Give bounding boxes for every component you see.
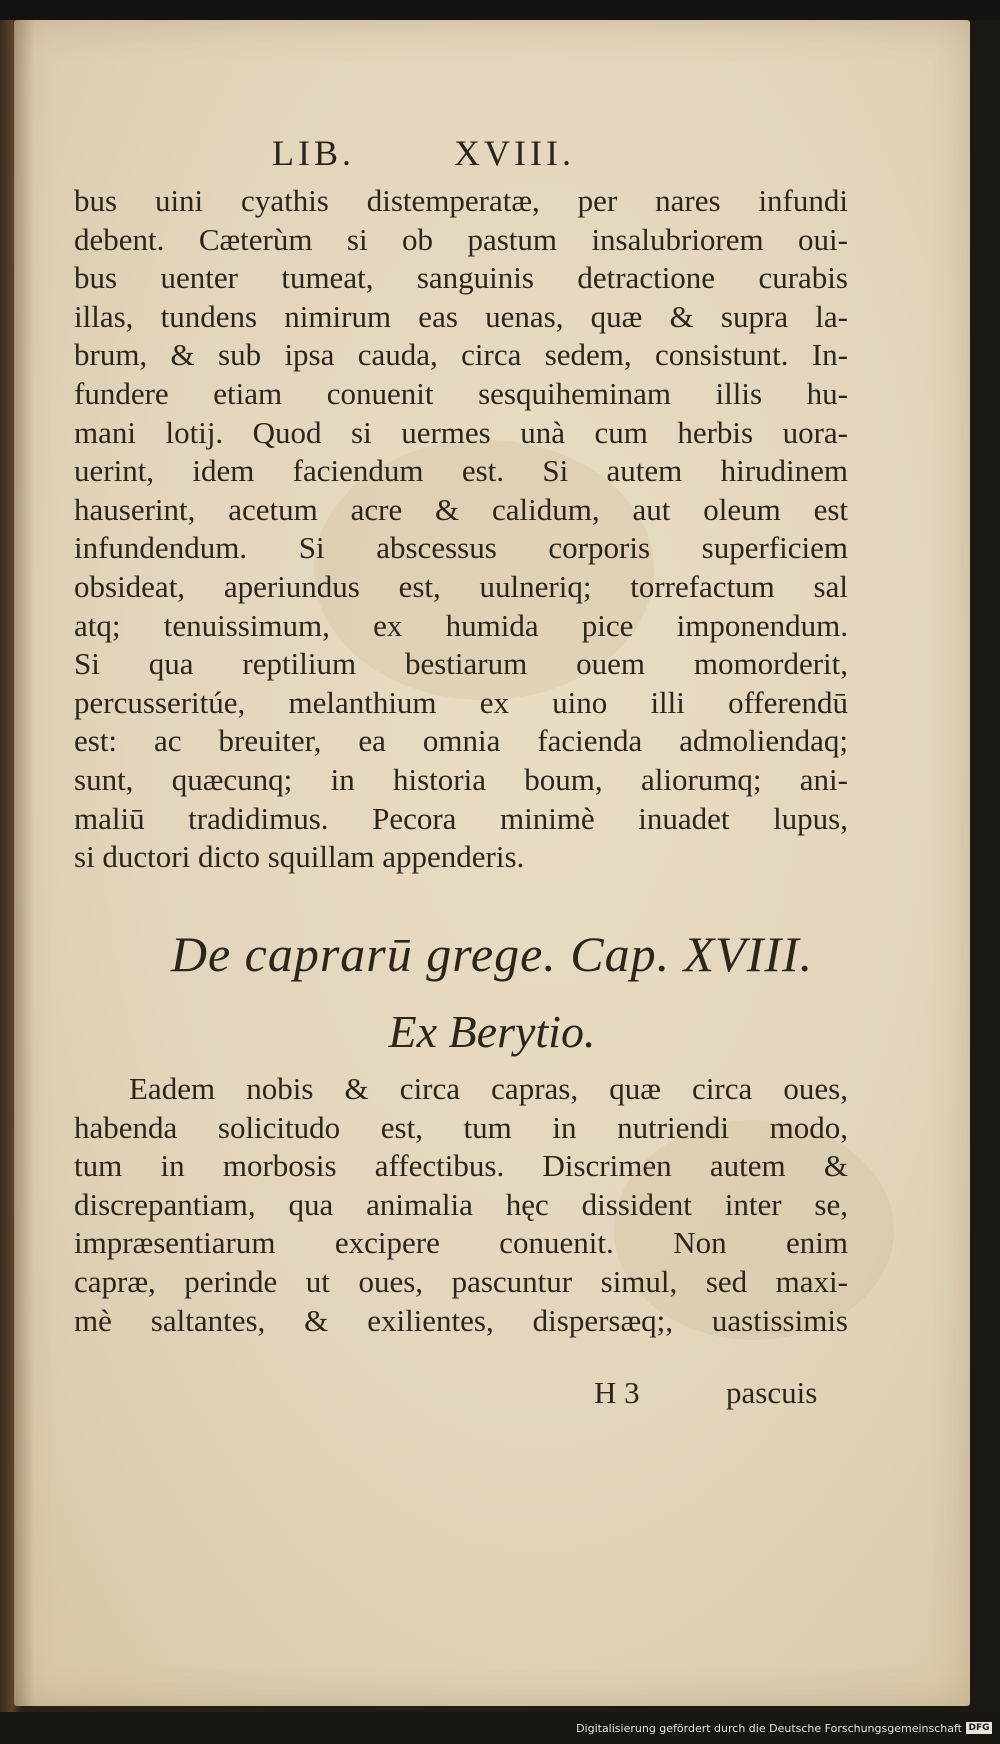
text-line: mè saltantes, & exilientes, dispersæq;, uastissimis: [74, 1302, 848, 1338]
text-line: discrepantiam, qua animalia hęc dissident inter se,: [74, 1186, 848, 1222]
text-line: impræsentiarum excipere conuenit. Non enim: [74, 1225, 848, 1261]
text-line: fundere etiam conuenit sesquiheminam illis hu-: [74, 375, 848, 411]
funding-credit: Digitalisierung gefördert durch die Deutsche Forschungsgemeinschaft: [576, 1722, 962, 1735]
dfg-logo-icon: DFG: [966, 1722, 992, 1734]
chapter-source: Ex Berytio.: [388, 1006, 596, 1057]
running-head-number: XVIII.: [454, 133, 575, 173]
chapter-heading: De caprarū grege. Cap. XVIII.: [170, 926, 814, 982]
text-line: bus uini cyathis distemperatæ, per nares infundi: [74, 183, 848, 218]
page-gutter-shadow: [14, 20, 34, 1706]
text-line: Si qua reptilium bestiarum ouem momorderit,: [74, 646, 848, 682]
book-page: [14, 20, 970, 1706]
text-line: debent. Cæterùm si ob pastum insalubriorem oui-: [74, 221, 848, 257]
text-line: bus uenter tumeat, sanguinis detractione curabis: [74, 260, 848, 296]
text-line: uerint, idem faciendum est. Si autem hirudinem: [74, 453, 848, 489]
scan-top-edge: [0, 0, 1000, 20]
text-line: hauserint, acetum acre & calidum, aut oleum est: [74, 491, 848, 527]
text-line: percusseritúe, melanthium ex uino illi offerendū: [74, 684, 848, 720]
running-head-book: LIB.: [272, 133, 355, 173]
text-line: habenda solicitudo est, tum in nutriendi modo,: [74, 1109, 848, 1145]
text-line: tum in morbosis affectibus. Discrimen autem &: [74, 1148, 848, 1184]
signature-mark: H 3: [594, 1375, 640, 1410]
text-line: obsideat, aperiundus est, uulneriq; torrefactum sal: [74, 568, 848, 604]
text-line: infundendum. Si abscessus corporis superficiem: [74, 530, 848, 566]
text-line: brum, & sub ipsa cauda, circa sedem, consistunt. In-: [74, 337, 848, 373]
text-line: Eadem nobis & circa capras, quæ circa oues,: [129, 1071, 848, 1106]
paragraph-2: [74, 1070, 848, 1340]
text-line: maliū tradidimus. Pecora minimè inuadet lupus,: [74, 800, 848, 836]
text-line: capræ, perinde ut oues, pascuntur simul, sed maxi-: [74, 1263, 848, 1299]
text-line: atq; tenuissimum, ex humida pice imponendum.: [74, 607, 848, 643]
text-line: est: ac breuiter, ea omnia facienda admoliendaq;: [74, 723, 848, 759]
paragraph-1: [74, 182, 848, 877]
catchword: pascuis: [726, 1375, 818, 1410]
text-line: si ductori dicto squillam appenderis.: [74, 839, 525, 875]
text-line: illas, tundens nimirum eas uenas, quæ & supra la-: [74, 298, 848, 334]
text-line: sunt, quæcunq; in historia boum, aliorumq; ani-: [74, 761, 848, 797]
text-line: mani lotij. Quod si uermes unà cum herbis uora-: [74, 414, 848, 450]
